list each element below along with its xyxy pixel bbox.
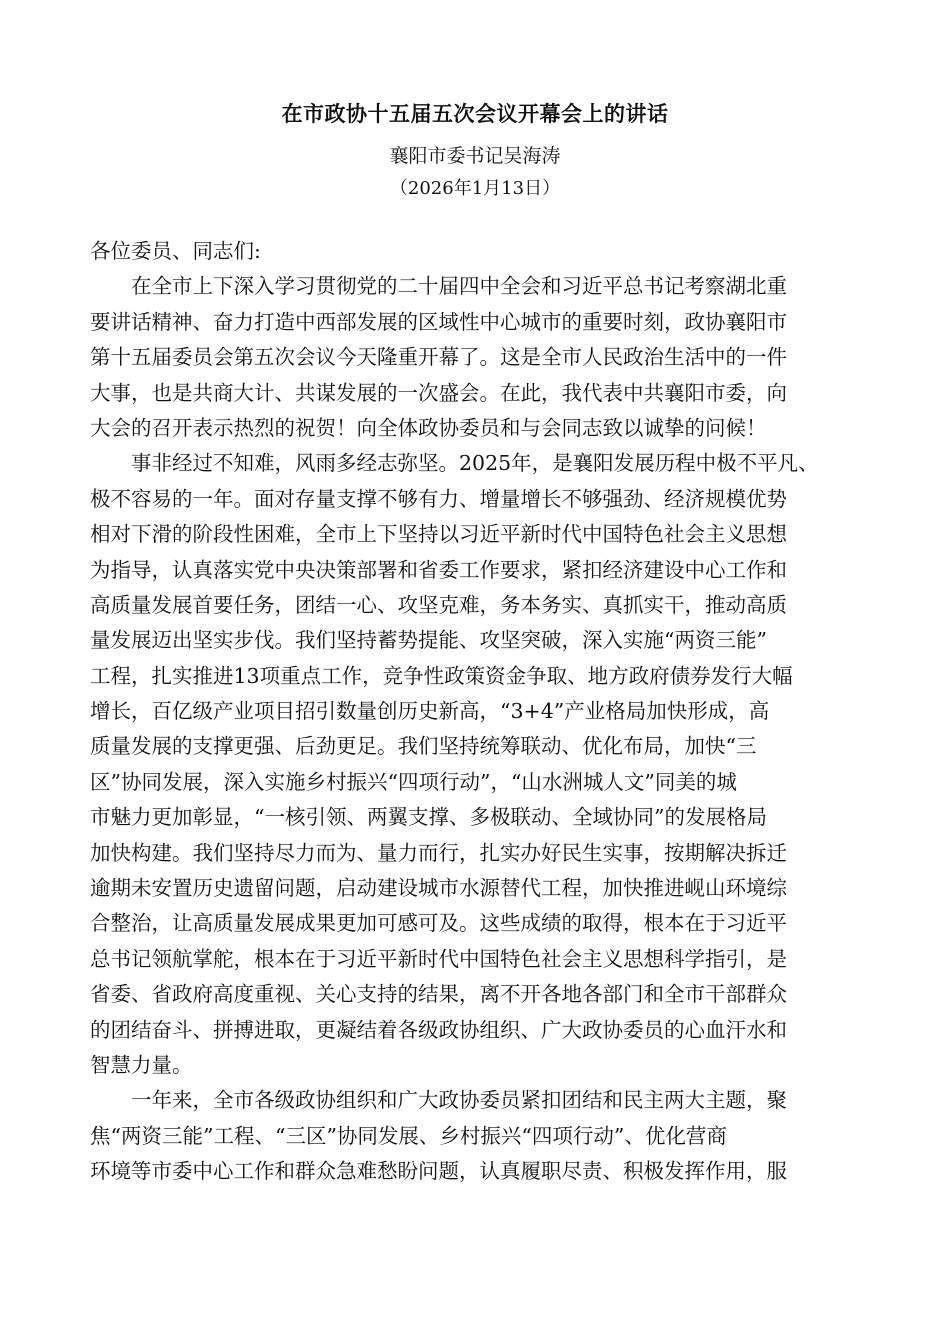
body-line: 省委、省政府高度重视、关心支持的结果，离不开各地各部门和全市干部群众 xyxy=(90,982,787,1007)
body-line: 大事，也是共商大计、共谋发展的一次盛会。在此，我代表中共襄阳市委，向 xyxy=(90,380,787,405)
body-line: 量发展迈出坚实步伐。我们坚持蓄势提能、攻坚突破，深入实施“两资三能” xyxy=(90,628,767,653)
document-date: （2026年1月13日） xyxy=(389,178,561,199)
body-line: 增长，百亿级产业项目招引数量创历史新高，“3+4”产业格局加快形成，高 xyxy=(90,699,770,724)
body-line: 市魅力更加彰显，“一核引领、两翼支撑、多极联动、全域协同”的发展格局 xyxy=(90,805,767,830)
body-line: 区”协同发展，深入实施乡村振兴“四项行动”，“山水洲城人文”同美的城 xyxy=(90,769,737,794)
body-line: 第十五届委员会第五次会议今天隆重开幕了。这是全市人民政治生活中的一件 xyxy=(90,345,787,370)
body-line: 总书记领航掌舵，根本在于习近平新时代中国特色社会主义思想科学指引，是 xyxy=(90,946,787,971)
body-line: 相对下滑的阶段性困难，全市上下坚持以习近平新时代中国特色社会主义思想 xyxy=(90,522,787,547)
body-line: 质量发展的支撑更强、后劲更足。我们坚持统筹联动、优化布局，加快“三 xyxy=(90,734,757,759)
body-line: 环境等市委中心工作和群众急难愁盼问题，认真履职尽责、积极发挥作用，服 xyxy=(90,1159,787,1184)
body-line: 逾期未安置历史遗留问题，启动建设城市水源替代工程，加快推进岘山环境综 xyxy=(90,876,787,901)
body-line: 工程，扎实推进13项重点工作，竞争性政策资金争取、地方政府债券发行大幅 xyxy=(90,663,793,688)
body-line: 智慧力量。 xyxy=(90,1052,193,1077)
document-title: 在市政协十五届五次会议开幕会上的讲话 xyxy=(281,101,669,126)
body-line: 加快构建。我们坚持尽力而为、量力而行，扎实办好民生实事，按期解决拆迁 xyxy=(90,840,787,865)
body-line: 一年来，全市各级政协组织和广大政协委员紧扣团结和民主两大主题，聚 xyxy=(90,1088,787,1113)
document-body xyxy=(90,234,870,1190)
body-line: 事非经过不知难，风雨多经志弥坚。2025年，是襄阳发展历程中极不平凡、 xyxy=(90,451,819,476)
body-line: 大会的召开表示热烈的祝贺！向全体政协委员和与会同志致以诚挚的问候！ xyxy=(90,415,767,440)
body-line: 的团结奋斗、拼搏进取，更凝结着各级政协组织、广大政协委员的心血汗水和 xyxy=(90,1017,787,1042)
body-line: 高质量发展首要任务，团结一心、攻坚克难，务本务实、真抓实干，推动高质 xyxy=(90,592,787,617)
body-line: 在全市上下深入学习贯彻党的二十届四中全会和习近平总书记考察湖北重 xyxy=(90,274,787,299)
salutation: 各位委员、同志们: xyxy=(90,239,261,263)
body-line: 焦“两资三能”工程、“三区”协同发展、乡村振兴“四项行动”、优化营商 xyxy=(90,1123,727,1148)
document-author: 襄阳市委书记吴海涛 xyxy=(389,145,561,167)
body-line: 极不容易的一年。面对存量支撑不够有力、增量增长不够强劲、经济规模优势 xyxy=(90,486,787,511)
body-line: 合整治，让高质量发展成果更加可感可及。这些成绩的取得，根本在于习近平 xyxy=(90,911,787,936)
body-line: 为指导，认真落实党中央决策部署和省委工作要求，紧扣经济建设中心工作和 xyxy=(90,557,787,582)
body-line: 要讲话精神、奋力打造中西部发展的区域性中心城市的重要时刻，政协襄阳市 xyxy=(90,309,787,334)
